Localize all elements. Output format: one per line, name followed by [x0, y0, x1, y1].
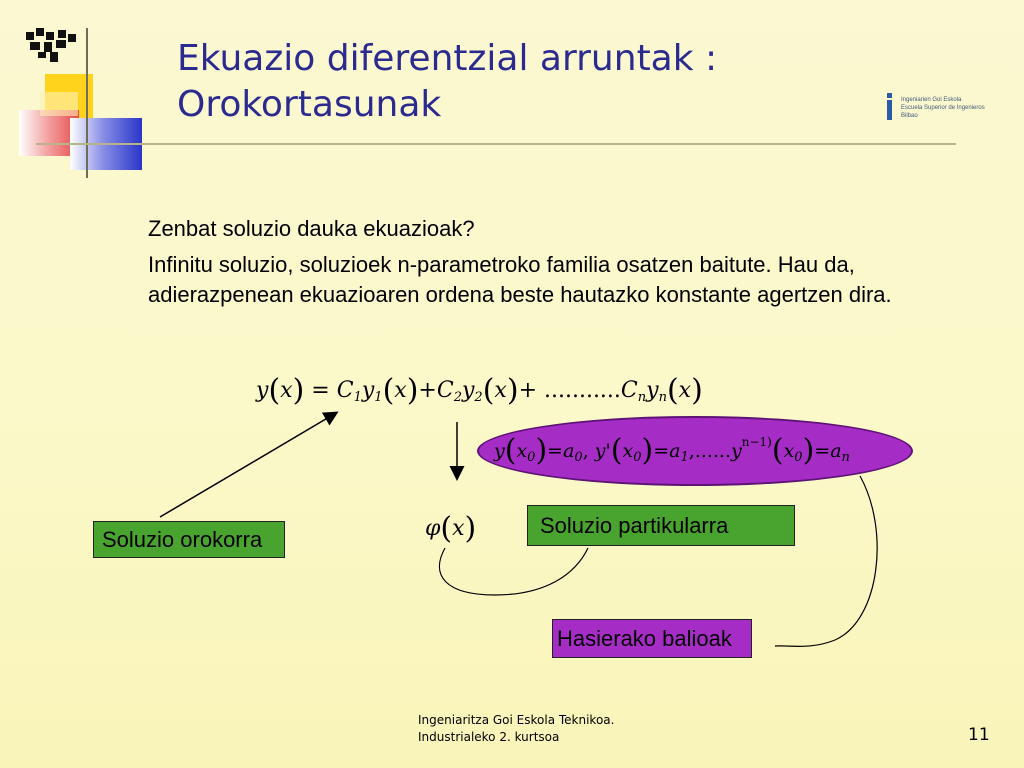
curve-initial-values [775, 476, 877, 646]
particular-solution-label: Soluzio partikularra [527, 505, 795, 546]
curve-phi-to-particular [439, 548, 588, 595]
logo-right-line2: Escuela Superior de Ingenieros [901, 105, 985, 111]
question-text: Zenbat soluzio dauka ekuazioak? [148, 216, 475, 241]
footer [418, 712, 614, 746]
answer-text: Infinitu soluzio, soluzioek n-parametroko familia osatzen baitute. Hau da, adierazpenean ekuazioaren ordena beste hautazko konstante agertzen dira. [148, 252, 892, 307]
general-solution-label: Soluzio orokorra [93, 521, 285, 558]
footer-line2: Industrialeko 2. kurtsoa [418, 730, 560, 744]
particular-solution-symbol: φ(x) [425, 511, 477, 546]
footer-line1: Ingeniaritza Goi Eskola Teknikoa. [418, 713, 615, 727]
logo-right-line1: Ingeniarien Goi Eskola [901, 97, 962, 103]
logo-right-line3: Bilbao [901, 113, 918, 119]
initial-values-label: Hasierako balioak [552, 619, 752, 658]
initial-values-equation: $y(x_0)=a_0$, $y'(x_0)=a_1,......y^{n-1)}(x_0)=a_n$ [494, 433, 850, 468]
slide-title-line2: Orokortasunak [177, 84, 442, 125]
arrow-to-general-solution [160, 413, 336, 517]
page-number: 11 [968, 725, 990, 745]
slide-title-line1: Ekuazio diferentzial arruntak : [177, 38, 718, 79]
general-solution-equation: $y(x) = C_1y_1(x)+C_2y_2(x)+ ...........C_ny_n(x)$ [256, 373, 703, 408]
